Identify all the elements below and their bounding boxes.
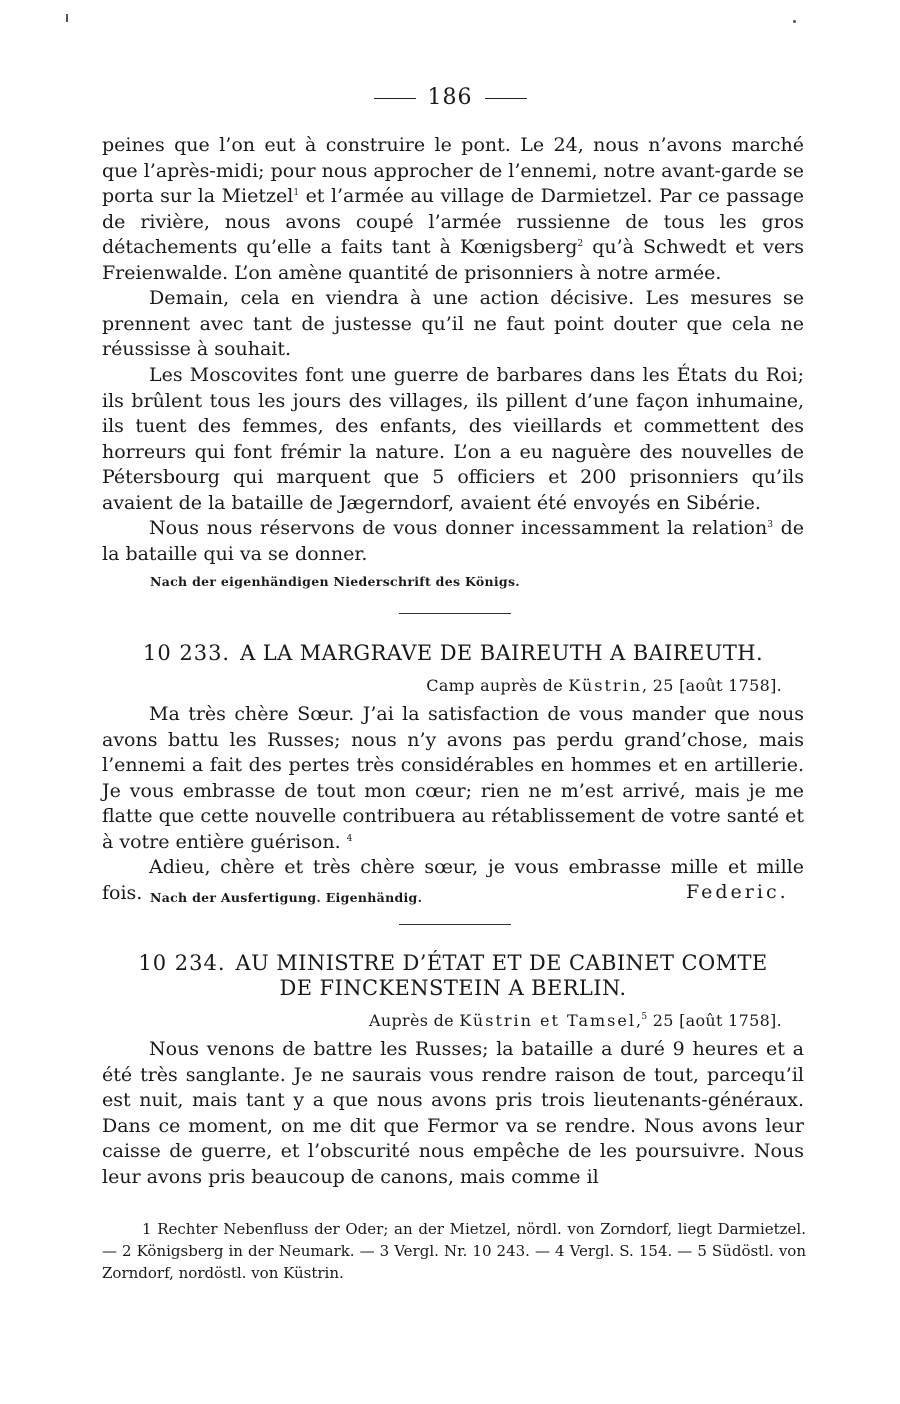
paragraph-text: peines que l’on eut à construire le pont. Le 24, nous n’avons marché que l’après-midi; pour nous approcher de l’ennemi, notre avant-garde se porta sur la Mietzel [102,134,804,207]
dateline-text: Auprès de [369,1011,460,1030]
letter-title: AU MINISTRE D’ÉTAT ET DE CABINET COMTE [235,951,768,975]
page-number-dash-right [485,98,527,99]
paragraph-text: Ma très chère Sœur. J’ai la satisfaction de vous mander que nous avons battu les Russes; nous n’y avons pas perdu grand’chose, mais l’ennemi a fait des pertes très considérables en hommes et en artillerie. Je vous embrasse de tout mon cœur; rien ne m’est arrivé, mais je me flatte que cette nouvelle contribuera au rétablissement de votre santé et à votre entière guérison. [102,703,804,853]
dateline-text: 25 [août 1758]. [647,1011,782,1030]
letter-heading-line2: DE FINCKENSTEIN A BERLIN. [279,976,627,1000]
letter-dateline [426,676,782,695]
signature: Federic. [686,881,789,903]
footnote-ref: 4 [346,833,353,844]
dateline-text: Camp auprès de [426,676,569,695]
letter-body: Nous venons de battre les Russes; la bataille a duré 9 heures et a été très sanglante. Je ne saurais vous rendre raison de tout, parcequ’il est nuit, mais tant y a que nous avons pris trois lieutenants-généraux. Dans ce moment, on me dit que Fermor va se rendre. Nous avons leur caisse de guerre, et l’obscurité nous empêche de les poursuivre. Nous leur avons pris beaucoup de canons, mais comme il [102,1038,804,1188]
paragraph-text: et l’armée au village de Darmietzel. Par ce passage de rivière, nous avons coupé l’armée russienne de tous les gros détachements qu’elle a faits tant à Kœnigsberg [102,185,805,258]
paragraph-continuation [102,133,804,286]
scan-speck [66,14,68,22]
letter-dateline: Auprès de Küstrin et Tamsel,$^5$ 25 [août 1758]. [369,1011,782,1030]
footnote-ref: 1 [293,188,300,198]
source-note: Nach der Ausfertigung. Eigenhändig. [150,890,423,905]
letter-body [102,702,804,855]
letter-number: 10 233. [142,641,231,665]
page-number: 186 [427,85,473,110]
page-number-line [0,85,900,110]
paragraph-text: Nous nous réservons de vous donner incessamment la relation [149,517,768,539]
letter-number: 10 234. [138,951,226,975]
paragraph [102,516,804,567]
letter-heading [102,950,804,977]
page-number-dash-left [374,98,416,99]
section-divider [399,613,511,614]
scan-speck [793,20,796,23]
dateline-place: Küstrin [568,676,642,695]
source-note: Nach der eigenhändigen Niederschrift des Königs. [150,574,520,589]
paragraph: Les Moscovites font une guerre de barbares dans les États du Roi; ils brûlent tous les jours des villages, ils pillent d’une façon inhumaine, ils tuent des femmes, des enfants, des vieillards et commettent des horreurs qui font frémir la nature. L’on a eu naguère des nouvelles de Pétersbourg qui marquent que 5 officiers et 200 prisonniers qu’ils avaient de la bataille de Jægerndorf, avaient été envoyés en Sibérie. [102,364,804,514]
paragraph: Demain, cela en viendra à une action décisive. Les mesures se prennent avec tant de justesse qu’il ne faut point douter que cela ne réussisse à souhait. [102,287,804,360]
letter-heading [102,640,804,667]
paragraph-text: de la bataille qui va se donner. [102,517,805,565]
paragraph-text: qu’à Schwedt et vers Freienwalde. L’on amène quantité de prisonniers à notre armée. [102,236,804,284]
footnote-ref: 3 [767,520,773,530]
footnote-ref: 2 [577,239,584,249]
letter-body: Adieu, chère et très chère sœur, je vous embrasse mille et mille fois. [102,856,804,904]
dateline-text: , 25 [août 1758]. [642,676,782,695]
dateline-place: Küstrin et Tamsel [459,1011,636,1030]
letter-title: A LA MARGRAVE DE BAIREUTH A BAIREUTH. [240,641,764,665]
footnotes: 1 Rechter Nebenfluss der Oder; an der Mietzel, nördl. von Zorndorf, liegt Darmietzel. — 2 Königsberg in der Neumark. — 3 Vergl. Nr. 10 243. — 4 Vergl. S. 154. — 5 Südöstl. von Zorndorf, nordöstl. von Küstrin. [102,1220,806,1282]
section-divider [399,924,511,925]
footnote-ref: 5 [641,1012,648,1022]
